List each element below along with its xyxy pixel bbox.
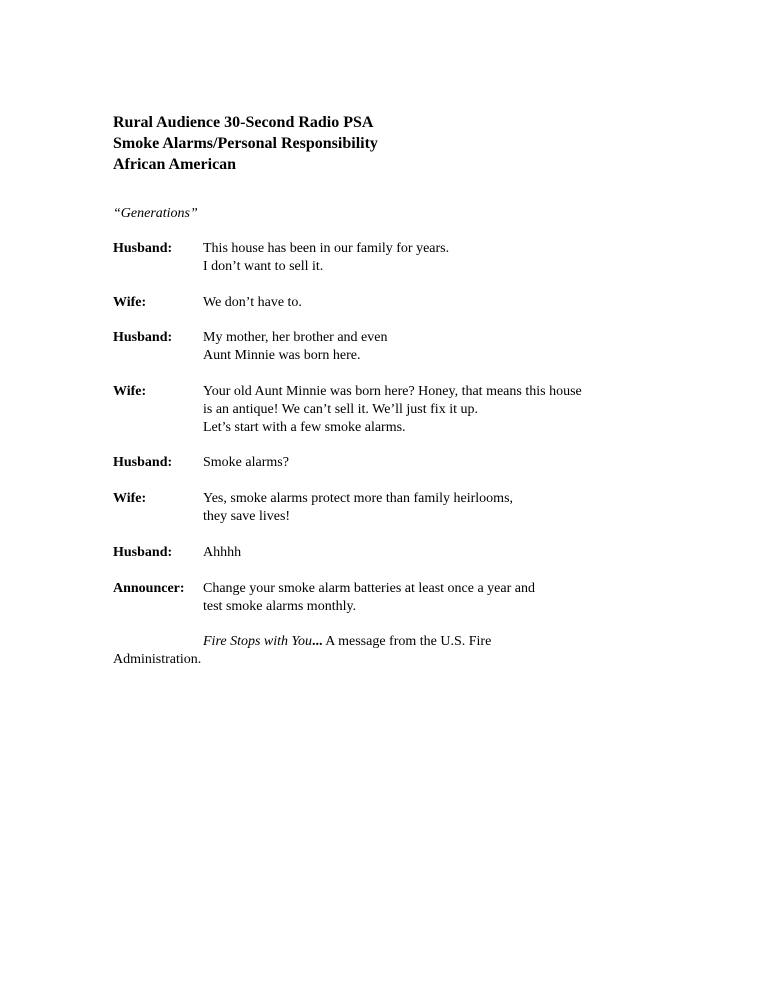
dialogue-text: [203, 383, 582, 437]
speaker-label: Husband:: [113, 241, 173, 256]
tagline-line: [113, 633, 533, 651]
dialogue-line: Yes, smoke alarms protect more than family heirlooms,: [203, 491, 514, 506]
dialogue-text: [203, 329, 388, 365]
dialogue-line: they save lives!: [203, 509, 291, 524]
speaker-label: Husband:: [113, 330, 173, 345]
dialogue-text: [203, 454, 289, 472]
dialogue-line: Change your smoke alarm batteries at least once a year and: [203, 581, 535, 596]
speaker-label: Wife:: [113, 295, 147, 310]
slogan: Fire Stops with You: [203, 634, 313, 649]
dialogue-line: test smoke alarms monthly.: [203, 599, 357, 614]
header-audience: African American: [113, 156, 237, 173]
header-title: Rural Audience 30-Second Radio PSA: [113, 114, 374, 131]
speaker-label: Wife:: [113, 384, 147, 399]
header-subject: Smoke Alarms/Personal Responsibility: [113, 135, 378, 152]
speaker-label: Wife:: [113, 491, 147, 506]
speaker-label: Husband:: [113, 455, 173, 470]
dialogue-line: Let’s start with a few smoke alarms.: [203, 420, 406, 435]
speaker-label: Announcer:: [113, 581, 185, 596]
speaker-label: Husband:: [113, 545, 173, 560]
dialogue-line: Aunt Minnie was born here.: [203, 348, 361, 363]
dialogue-line: My mother, her brother and even: [203, 330, 388, 345]
document-header: [113, 112, 378, 175]
dialogue-text: [203, 240, 449, 276]
dialogue-line: I don’t want to sell it.: [203, 259, 324, 274]
dialogue-line: Ahhhh: [203, 545, 242, 560]
dialogue-text: [203, 544, 241, 562]
script-title: “Generations”: [113, 206, 198, 221]
dialogue-line: Smoke alarms?: [203, 455, 289, 470]
dialogue-text: [203, 580, 535, 616]
dialogue-line: This house has been in our family for years.: [203, 241, 450, 256]
dialogue-text: [203, 490, 513, 526]
slogan-ellipsis: ...: [312, 634, 323, 649]
tagline-message: A message from the U.S. Fire: [322, 634, 492, 649]
closing-tagline: [113, 633, 533, 669]
dialogue-line: We don’t have to.: [203, 295, 302, 310]
dialogue-line: Your old Aunt Minnie was born here? Honey, that means this house: [203, 384, 582, 399]
dialogue-line: is an antique! We can’t sell it. We’ll just fix it up.: [203, 402, 478, 417]
tagline-line-end: Administration.: [113, 652, 202, 667]
dialogue-text: [203, 294, 302, 312]
